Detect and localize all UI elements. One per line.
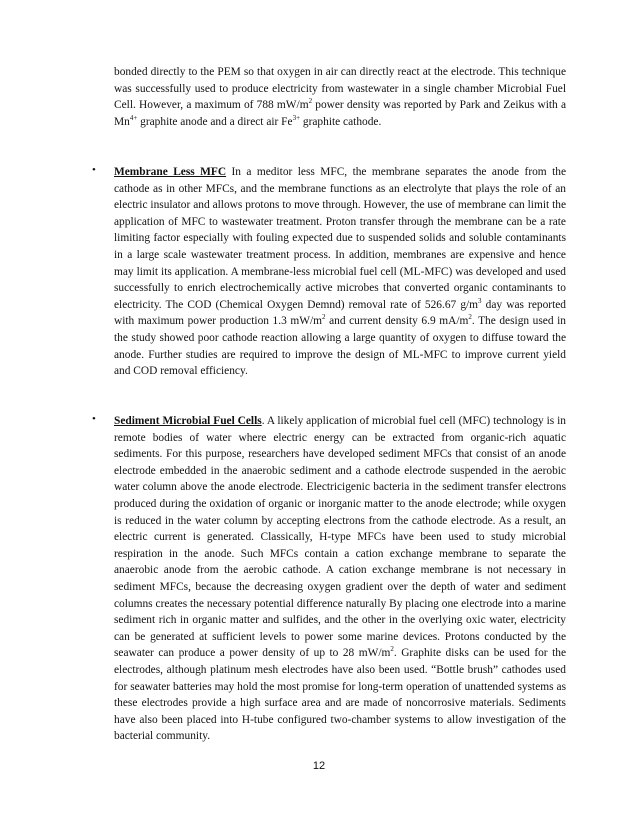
- sediment-heading: Sediment Microbial Fuel Cells: [114, 415, 262, 427]
- intro-text-1: bonded directly to the PEM so that oxygen in air can directly react at the electrode. This technique was successfully used to produce electricity from wastewater in a single chamber Microbial Fuel Cell. However, a maximum of 788 mW/m: [114, 66, 566, 112]
- sediment-sup-1: 2: [390, 645, 394, 654]
- page-number: 12: [312, 760, 326, 772]
- intro-text-4: graphite cathode.: [300, 115, 382, 128]
- membrane-sup-2: 2: [322, 313, 326, 322]
- membrane-text-3: and current density 6.9 mA/m: [325, 315, 469, 328]
- membrane-text-2: day was reported with maximum power production 1.3 mW/m: [114, 298, 566, 328]
- intro-text-2: power density was reported by Park and Zeikus with a Mn: [114, 99, 566, 128]
- intro-text-3: graphite anode and a direct air Fe: [137, 115, 293, 128]
- membrane-paragraph: [114, 164, 566, 380]
- sediment-text-2: . Graphite disks can be used for the electrodes, although platinum mesh electrodes have also been used. “Bottle brush” cathodes used for seawater batteries may hold the most promise for long-term operation of unattended systems as these electrodes provide a high surface area and are made of noncorrosive materials. Sediments have also been placed into H-tube configured two-chamber systems to allow investigation of the bacterial community.: [114, 647, 566, 743]
- membrane-text-1: In a meditor less MFC, the membrane separates the anode from the cathode as in other MFCs, and the membrane functions as an electrolyte that plays the role of an electric insulator and allows protons to move through. However, the use of membrane can limit the application of MFC to wastewater treatment. Proton transfer through the membrane can be a rate limiting factor especially with fouling expected due to suspended solids and soluble contaminants in a large scale wastewater treatment process. In addition, membranes are expensive and hence may limit its application. A membrane-less microbial fuel cell (ML-MFC) was developed and used successfully to enrich electrochemically active microbes that converted organic contaminants to electricity. The COD (Chemical Oxygen Demnd) removal rate of 526.67 g/m: [114, 166, 566, 311]
- intro-sup-1: 2: [308, 97, 313, 106]
- intro-paragraph: [114, 64, 566, 130]
- membrane-text-4: . The design used in the study showed poor cathode reaction allowing a large quantity of oxygen to diffuse toward the anode. Further studies are required to improve the design of ML-MFC to improve current yield and COD removal efficiency.: [114, 315, 566, 378]
- intro-sup-2: 4+: [129, 113, 138, 122]
- sediment-text-1: . A likely application of microbial fuel cell (MFC) technology is in remote bodies of water where electric energy can be extracted from organic-rich aquatic sediments. For this purpose, researchers have developed sediment MFCs that consist of an anode electrode embedded in the anaerobic sediment and a cathode electrode suspended in the aerobic water column above the anode electrode. Electricigenic bacteria in the sediment transfer electrons produced during the oxidation of organic or inorganic matter to the anode electrode; while oxygen is reduced in the water column by accepting electrons from the cathode electrode. As a result, an electric current is generated. Classically, H-type MFCs have been used to study microbial respiration in the anode. Such MFCs contain a cation exchange membrane to separate the anaerobic anode from the aerobic cathode. A cation exchange membrane is not necessary in sediment MFCs, because the decreasing oxygen gradient over the depth of water and sediment columns creates the necessary potential difference naturally By placing one electrode into a marine sediment rich in organic matter and sulfides, and the other in the overlying oxic water, electricity can be generated at sufficient levels to power some marine devices. Protons conducted by the seawater can produce a power density of up to 28 mW/m: [114, 415, 566, 660]
- membrane-heading: Membrane Less MFC: [114, 166, 227, 178]
- intro-sup-3: 3+: [292, 113, 301, 122]
- sediment-paragraph: [114, 413, 566, 745]
- membrane-sup-3: 2: [468, 313, 472, 322]
- bullet-icon: •: [92, 164, 96, 176]
- membrane-sup-1: 3: [478, 296, 482, 305]
- bullet-icon: •: [92, 413, 96, 425]
